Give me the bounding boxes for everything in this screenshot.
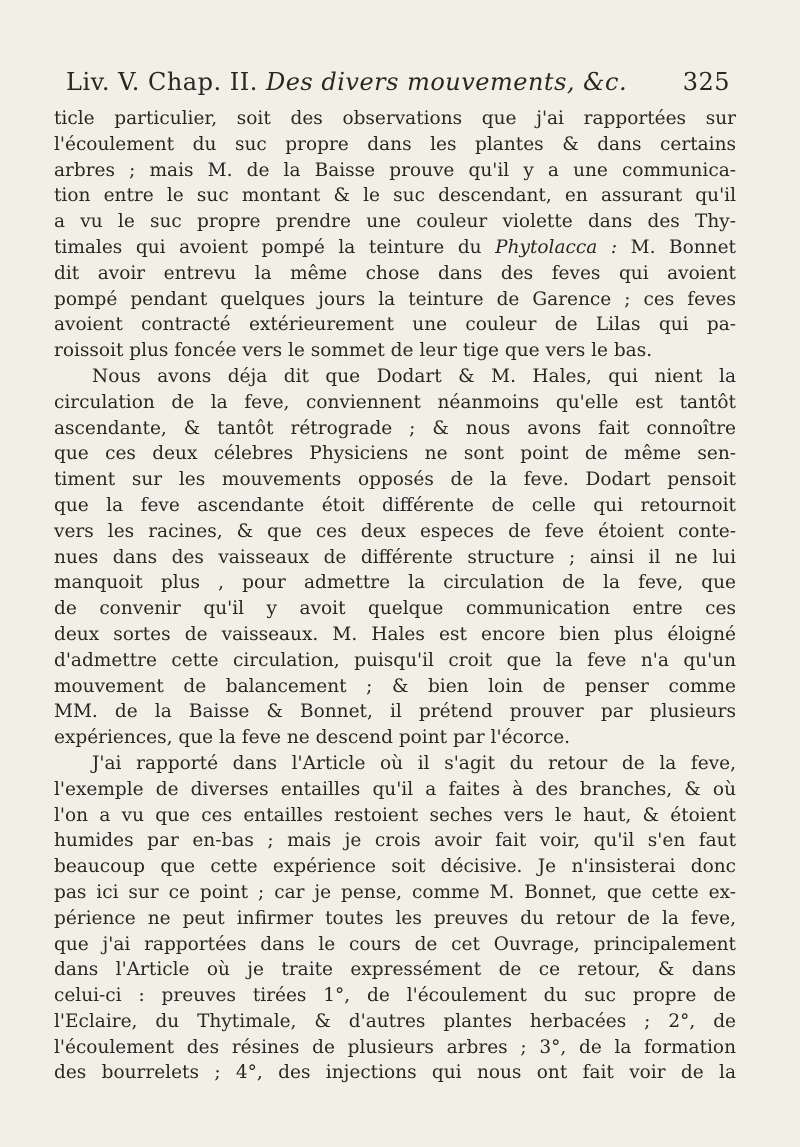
text-line: mouvement de balancement ; & bien loin de penser comme — [54, 675, 736, 697]
page-number: 325 — [682, 68, 730, 96]
text-line: avoient contracté extérieurement une couleur de Lilas qui pa- — [54, 314, 736, 336]
body-text — [54, 106, 736, 1086]
paragraph-start-line: J'ai rapporté dans l'Article où il s'agit du retour de la feve, — [92, 752, 736, 774]
text-line: deux sortes de vaisseaux. M. Hales est encore bien plus éloigné — [54, 623, 736, 645]
text-line: expériences, que la feve ne descend point par l'écorce. — [54, 727, 571, 749]
text-line: ticle particulier, soit des observations que j'ai rapportées sur — [54, 108, 736, 129]
text-line: que la feve ascendante étoit différente de celle qui retournoit — [54, 494, 736, 516]
text-line: vers les racines, & que ces deux especes de feve étoient conte- — [54, 520, 736, 542]
text-line: humides par en-bas ; mais je crois avoir fait voir, qu'il s'en faut — [54, 830, 736, 852]
text-line: l'écoulement du suc propre dans les plantes & dans certains — [54, 133, 736, 155]
italic-term: Phytolacca : — [495, 236, 618, 258]
text-line: manquoit plus , pour admettre la circulation de la feve, que — [54, 572, 736, 594]
text-line: roissoit plus foncée vers le sommet de leur tige que vers le bas. — [54, 340, 653, 362]
paragraph-start-line: Nous avons déja dit que Dodart & M. Hales, qui nient la — [92, 365, 736, 387]
text-line-with-italic: timales qui avoient pompé la teinture du Phytolacca : M. Bonnet — [54, 236, 736, 258]
text-line: l'on a vu que ces entailles restoient seches vers le haut, & étoient — [54, 804, 736, 826]
text-line: MM. de la Baisse & Bonnet, il prétend prouver par plusieurs — [54, 701, 736, 723]
text-line: des bourrelets ; 4°, des injections qui nous ont fait voir de la — [54, 1062, 736, 1084]
running-header — [66, 68, 730, 96]
text-line: l'exemple de diverses entailles qu'il a faites à des branches, & où — [54, 778, 736, 800]
text-line: dit avoir entrevu la même chose dans des feves qui avoient — [54, 262, 736, 284]
text-line: l'Eclaire, du Thytimale, & d'autres plantes herbacées ; 2°, de — [54, 1010, 736, 1032]
text-line: ascendante, & tantôt rétrograde ; & nous avons fait connoître — [54, 417, 736, 439]
text-line: de convenir qu'il y avoit quelque communication entre ces — [54, 598, 736, 620]
text-line: pompé pendant quelques jours la teinture de Garence ; ces feves — [54, 288, 736, 310]
text-line: nues dans des vaisseaux de différente structure ; ainsi il ne lui — [54, 546, 736, 568]
text-line: arbres ; mais M. de la Baisse prouve qu'il y a une communica- — [54, 159, 736, 181]
text-line: périence ne peut infirmer toutes les preuves du retour de la feve, — [54, 907, 736, 929]
text-line: que j'ai rapportées dans le cours de cet Ouvrage, principalement — [54, 933, 736, 955]
text-line: dans l'Article où je traite expressément de ce retour, & dans — [54, 959, 736, 981]
running-title: Des divers mouvements, &c. — [265, 68, 628, 96]
text-line: que ces deux célebres Physiciens ne sont point de même sen- — [54, 443, 736, 465]
chapter-reference: Liv. V. Chap. II. — [66, 68, 258, 96]
text-line: d'admettre cette circulation, puisqu'il croit que la feve n'a qu'un — [54, 649, 736, 671]
text-line: tion entre le suc montant & le suc descendant, en assurant qu'il — [54, 185, 736, 207]
text-line: timent sur les mouvements opposés de la feve. Dodart pensoit — [54, 469, 736, 491]
text-line: circulation de la feve, conviennent néanmoins qu'elle est tantôt — [54, 391, 736, 413]
text-line: a vu le suc propre prendre une couleur violette dans des Thy- — [54, 211, 736, 233]
text-line: beaucoup que cette expérience soit décisive. Je n'insisterai donc — [54, 856, 736, 878]
text-line: pas ici sur ce point ; car je pense, comme M. Bonnet, que cette ex- — [54, 881, 736, 903]
text-line: l'écoulement des résines de plusieurs arbres ; 3°, de la formation — [54, 1036, 736, 1058]
text-line: celui-ci : preuves tirées 1°, de l'écoulement du suc propre de — [54, 985, 736, 1007]
